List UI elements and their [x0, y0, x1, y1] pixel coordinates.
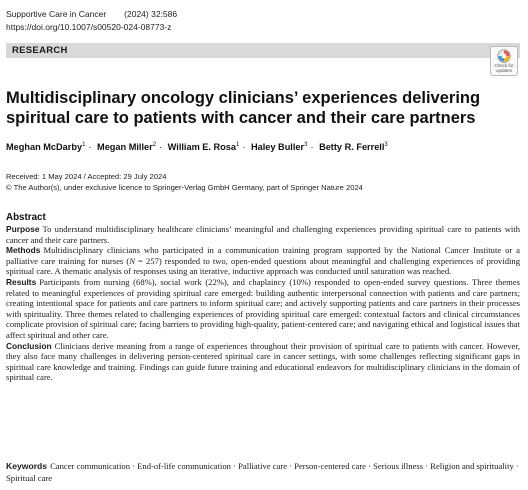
abstract-body [6, 224, 520, 383]
author-name[interactable]: William E. Rosa [167, 142, 237, 153]
author-affiliation-mark: 1 [82, 142, 86, 148]
methods-text-post: = 257) responded to two, open-ended questions about meaningful and challenging experiences of providing spiritual care. A thematic analysis of responses using an iterative, inductive approach was conducted until saturation was reached. [6, 255, 521, 277]
abstract-results [6, 277, 520, 341]
purpose-label: Purpose [6, 224, 40, 234]
purpose-text: To understand multidisciplinary healthcare clinicians’ meaningful and challenging experiences providing spiritual care to patients with cancer and their care partners. [6, 224, 520, 245]
copyright-notice: © The Author(s), under exclusive licence to Springer-Verlag GmbH Germany, part of Springer Nature 2024 [6, 183, 363, 192]
journal-header [6, 9, 195, 19]
methods-text-pre: Multidisciplinary clinicians who participated in a communication training program supported by the National Cancer Institute or a palliative care training for nurses ( [6, 245, 520, 266]
abstract-heading: Abstract [6, 212, 46, 223]
keywords-label: Keywords [6, 461, 48, 471]
author-name[interactable]: Meghan McDarby [6, 142, 83, 153]
results-label: Results [6, 276, 37, 287]
author-name[interactable]: Haley Buller [250, 142, 305, 153]
conclusion-text: Clinicians derive meaning from a range of experiences throughout their provision of spiritual care to patients with cancer. However, they also face many challenges in delivering person-centered spiritual care in cancer settings, with some challenges reflecting significant gaps in spiritual care knowledge and training. Findings can guide future training and educational endeavors for multidisciplinary clinicians in the domain of spiritual care. [6, 340, 520, 383]
section-label: RESEARCH [6, 43, 520, 58]
abstract-methods [6, 245, 520, 277]
author-affiliation-mark: 1 [236, 142, 240, 148]
abstract-conclusion [6, 341, 520, 383]
keywords-text: Cancer communication · End-of-life communication · Palliative care · Person-centered care · Serious illness · Religion and spirituality · Spiritual care [6, 461, 519, 483]
author-name[interactable]: Betty R. Ferrell [319, 142, 385, 153]
crossmark-label: Check for updates [494, 63, 514, 73]
results-text: Participants from nursing (68%), social work (22%), and chaplaincy (10%) responded to open-ended survey questions. Three themes related to meaningful experiences of providing spiritual care emerged: building authentic interpersonal connection with patients and care partners; creating intentional space for patients and care partners to inform spiritual care; and actively supporting patients and care partners in their processes with spirituality. Three themes related to challenging experiences of providing spiritual care emerged: contextual factors and clinical circumstances complicate provision of spiritual care; facing barriers to providing high-quality, patient-centered care; and navigating ethical and logistical issues that affect spiritual and other care. [6, 276, 520, 340]
author-affiliation-mark: 3 [304, 142, 308, 148]
abstract-purpose [6, 224, 520, 245]
methods-label: Methods [6, 245, 41, 256]
article-title: Multidisciplinary oncology clinicians’ experiences delivering spiritual care to patients with cancer and their care partners [6, 89, 481, 127]
crossmark-icon [497, 49, 511, 63]
keywords [6, 460, 520, 484]
methods-n: N [129, 255, 135, 266]
check-for-updates-button[interactable] [490, 46, 518, 76]
conclusion-label: Conclusion [6, 340, 52, 351]
doi-link[interactable]: https://doi.org/10.1007/s00520-024-08773-z [6, 22, 172, 32]
received-dates: Received: 1 May 2024 / Accepted: 29 July 2024 [6, 172, 167, 181]
journal-volume: (2024) 32:586 [124, 9, 178, 19]
author-affiliation-mark: 3 [384, 142, 388, 148]
author-name[interactable]: Megan Miller [97, 142, 153, 153]
author-affiliation-mark: 2 [152, 142, 157, 148]
journal-name: Supportive Care in Cancer [6, 9, 107, 19]
author-list: Meghan McDarby$^1$ · Megan Miller$^2$ · William E. Rosa$^1$ · Haley Buller$^3$ · Betty R. Ferrell$^3$ [6, 142, 388, 153]
